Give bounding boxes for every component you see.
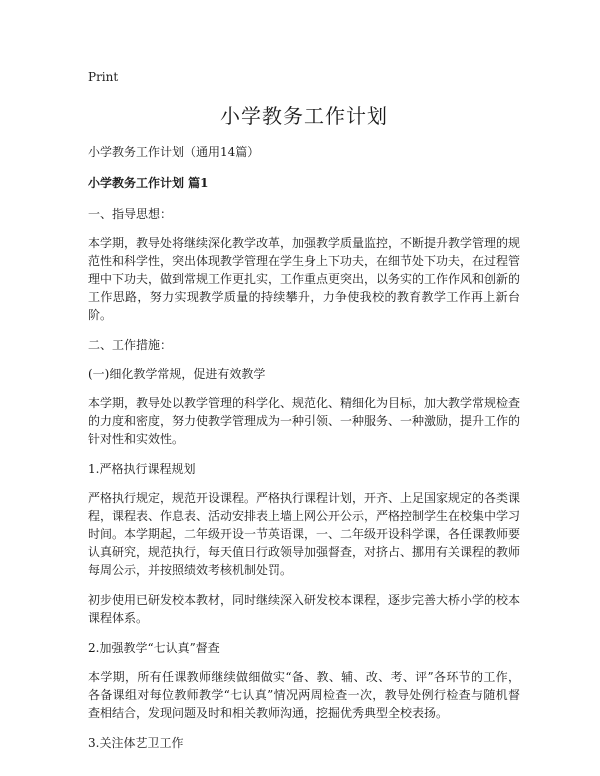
section-heading: 小学教务工作计划 篇1 [88, 176, 209, 190]
paragraph-refine-routine: 本学期，教导处以教学管理的科学化、规范化、精细化为目标，加大教学常规检查的力度和密度，努力使教学管理成为一种引领、一种服务、一种激励，提升工作的针对性和实效性。 [88, 396, 521, 446]
document-page [88, 70, 520, 763]
paragraph-curriculum-plan: 严格执行规定，规范开设课程。严格执行课程计划，开齐、上足国家规定的各类课程，课程表、作息表、活动安排表上墙上网公开公示，严格控制学生在校集中学习时间。本学期起，二年级开设一节英语课，一、二年级开设科学课，各任课教师要认真研究，规范执行，每天值日行政领导加强督查，对挤占、挪用有关课程的教师每周公示，并按照绩效考核机制处罚。 [88, 491, 521, 577]
heading-work-measures: 二、工作措施： [88, 338, 173, 352]
heading-seven-earnest: 2.加强教学“七认真”督查 [88, 641, 220, 655]
print-label[interactable]: Print [88, 70, 119, 84]
heading-guiding-ideology: 一、指导思想： [88, 207, 173, 221]
heading-curriculum-plan: 1.严格执行课程规划 [88, 462, 196, 476]
paragraph-school-textbooks: 初步使用已研发校本教材，同时继续深入研发校本课程，逐步完善大桥小学的校本课程体系。 [88, 593, 521, 625]
paragraph-seven-earnest: 本学期，所有任课教师继续做细做实“备、教、辅、改、考、评”各环节的工作，各备课组对每位教师教学“七认真”情况两周检查一次，教导处例行检查与随机督查相结合，发现问题及时和相关教师沟通，挖掘优秀典型全校表扬。 [88, 670, 520, 720]
heading-refine-routine: (一)细化教学常规，促进有效教学 [88, 367, 266, 381]
document-title: 小学教务工作计划 [220, 104, 388, 128]
document-subtitle: 小学教务工作计划（通用14篇） [88, 145, 260, 159]
heading-sports-arts-health: 3.关注体艺卫工作 [88, 736, 184, 750]
paragraph-guiding-ideology: 本学期，教导处将继续深化教学改革，加强教学质量监控，不断提升教学管理的规范性和科学性，突出体现教学管理在学生身上下功夫，在细节处下功夫，在过程管理中下功夫，做到常规工作更扎实，工作重点更突出，以务实的工作作风和创新的工作思路，努力实现教学质量的持续攀升，力争使我校的教育教学工作再上新台阶。 [88, 236, 521, 322]
